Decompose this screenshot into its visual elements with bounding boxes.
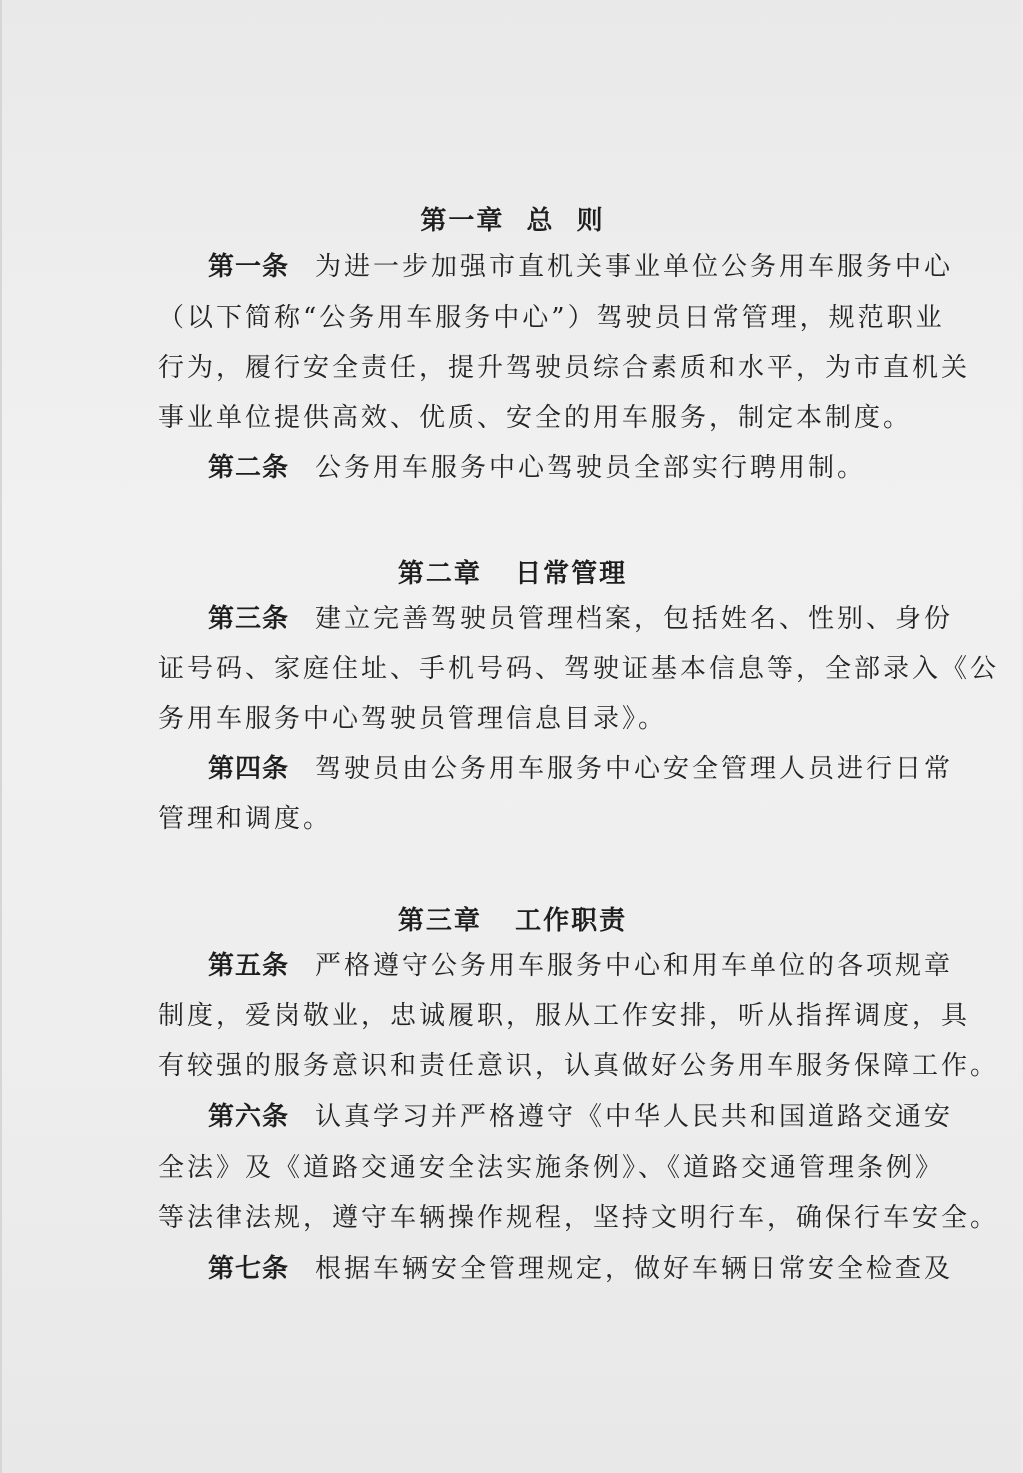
article-2-line-1 (208, 452, 903, 484)
article-7-label: 第七条 (208, 1254, 290, 1284)
article-5-label: 第五条 (208, 951, 290, 981)
chapter-2-title: 第二章 日常管理 (397, 559, 628, 589)
article-3-line-3: 务用车服务中心驾驶员管理信息目录》。 (158, 704, 668, 734)
article-6-line-1 (208, 1101, 954, 1133)
article-6-line-2: 全法》及《道路交通安全法实施条例》、《道路交通管理条例》 (158, 1153, 945, 1183)
article-7-text: 根据车辆安全管理规定，做好车辆日常安全检查及 (315, 1254, 954, 1284)
article-4-label: 第四条 (208, 754, 290, 784)
article-1-line-4: 事业单位提供高效、优质、安全的用车服务，制定本制度。 (158, 403, 913, 433)
article-4-text: 驾驶员由公务用车服务中心安全管理人员进行日常 (315, 754, 954, 784)
article-6-label: 第六条 (208, 1102, 290, 1132)
article-4-line-1 (208, 753, 954, 785)
article-3-line-1 (208, 603, 954, 635)
article-1-line-3: 行为，履行安全责任，提升驾驶员综合素质和水平，为市直机关 (158, 353, 971, 383)
article-3-text: 建立完善驾驶员管理档案，包括姓名、性别、身份 (315, 604, 954, 634)
chapter-1-title: 第一章 总 则 (420, 206, 605, 236)
article-3-label: 第三条 (208, 604, 290, 634)
article-5-line-2: 制度，爱岗敬业，忠诚履职，服从工作安排，听从指挥调度，具 (158, 1001, 971, 1031)
article-7-line-1 (208, 1253, 954, 1285)
article-6-line-3: 等法律法规，遵守车辆操作规程，坚持文明行车，确保行车安全。 (158, 1203, 1000, 1233)
article-1-text: 为进一步加强市直机关事业单位公务用车服务中心 (315, 252, 954, 282)
article-5-text: 严格遵守公务用车服务中心和用车单位的各项规章 (315, 951, 954, 981)
article-2-label: 第二条 (208, 453, 290, 483)
article-6-text: 认真学习并严格遵守《中华人民共和国道路交通安 (315, 1102, 954, 1132)
article-3-line-2: 证号码、家庭住址、手机号码、驾驶证基本信息等，全部录入《公 (158, 654, 1000, 684)
article-1-line-1 (208, 251, 954, 283)
article-1-line-2: （以下简称“公务用车服务中心”）驾驶员日常管理，规范职业 (158, 303, 945, 333)
chapter-3-title: 第三章 工作职责 (397, 906, 628, 936)
article-2-text: 公务用车服务中心驾驶员全部实行聘用制。 (315, 453, 867, 483)
article-4-line-2: 管理和调度。 (158, 804, 333, 834)
article-5-line-1 (208, 950, 954, 982)
article-5-line-3: 有较强的服务意识和责任意识，认真做好公务用车服务保障工作。 (158, 1051, 1000, 1081)
article-1-label: 第一条 (208, 252, 290, 282)
